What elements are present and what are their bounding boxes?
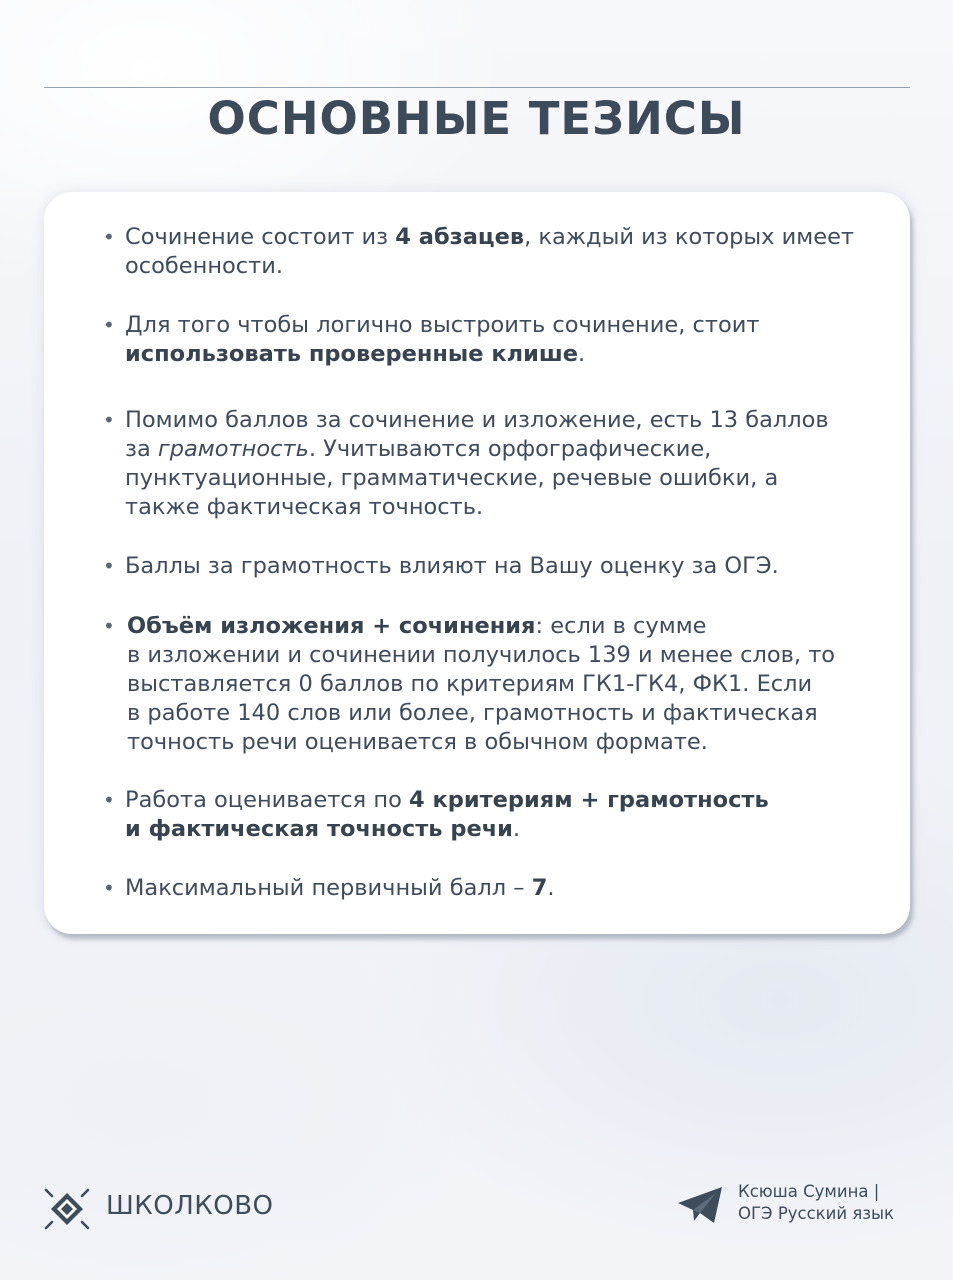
text-run: Баллы за грамотность влияют на Вашу оценку за ОГЭ.	[125, 553, 779, 579]
text-run: за	[125, 436, 158, 462]
thesis-text	[127, 612, 887, 757]
text-run: в работе 140 слов или более, грамотность и фактическая	[127, 700, 818, 726]
text-line	[127, 641, 887, 670]
author-name: Ксюша Сумина |	[738, 1182, 880, 1201]
text-run: Сочинение состоит из	[125, 224, 396, 250]
text-run: пунктуационные, грамматические, речевые ошибки, а	[125, 465, 779, 491]
bullet: •	[103, 788, 115, 812]
bullet: •	[103, 313, 115, 337]
thesis-text	[125, 552, 885, 581]
bullet: •	[103, 554, 115, 578]
italic-text: грамотность	[157, 436, 309, 462]
thesis-text	[125, 223, 885, 281]
text-line	[125, 435, 885, 464]
text-line	[127, 612, 887, 641]
text-line	[125, 786, 885, 815]
course-name: ОГЭ Русский язык	[738, 1204, 895, 1223]
text-run: .	[547, 875, 555, 901]
text-run: в изложении и сочинении получилось 139 и менее слов, то	[127, 642, 836, 668]
text-run: Помимо баллов за сочинение и изложение, есть 13 баллов	[125, 407, 829, 433]
text-line	[125, 340, 885, 369]
text-line	[125, 406, 885, 435]
text-line	[125, 493, 885, 522]
text-run: Для того чтобы логично выстроить сочинение, стоит	[125, 312, 760, 338]
bold-text: использовать проверенные клише	[125, 341, 579, 367]
telegram-icon	[676, 1185, 724, 1225]
text-line	[127, 728, 887, 757]
bold-text: и фактическая точность речи	[125, 816, 513, 842]
thesis-text	[125, 406, 885, 522]
text-line	[125, 252, 885, 281]
text-run: Максимальный первичный балл –	[125, 875, 532, 901]
text-run: особенности.	[125, 253, 284, 279]
text-line	[125, 223, 885, 252]
text-line	[125, 874, 885, 903]
text-line	[127, 670, 887, 699]
text-run: Работа оценивается по	[125, 787, 409, 813]
bullet: •	[103, 225, 115, 249]
bold-text: Объём изложения + сочинения	[127, 613, 536, 639]
bold-text: 7	[531, 875, 548, 901]
top-divider	[44, 87, 910, 88]
page-title: ОСНОВНЫЕ ТЕЗИСЫ	[207, 92, 746, 145]
theses-card	[44, 192, 910, 934]
bullet: •	[103, 876, 115, 900]
text-run: выставляется 0 баллов по критериям ГК1-ГК4, ФК1. Если	[127, 671, 813, 697]
bold-text: 4 критериям + грамотность	[409, 787, 769, 813]
thesis-text	[125, 874, 885, 903]
text-run: также фактическая точность.	[125, 494, 484, 520]
text-line	[125, 311, 885, 340]
bullet: •	[103, 614, 115, 638]
text-run: , каждый из которых имеет	[524, 224, 855, 250]
bullet: •	[103, 408, 115, 432]
text-line	[125, 464, 885, 493]
text-line	[125, 815, 885, 844]
bold-text: 4 абзацев	[395, 224, 525, 250]
thesis-text	[125, 311, 885, 369]
thesis-text	[125, 786, 885, 844]
text-run: : если в сумме	[535, 613, 707, 639]
author-info	[738, 1181, 938, 1225]
text-run: .	[512, 816, 521, 842]
text-line	[125, 552, 885, 581]
text-run: .	[578, 341, 586, 367]
shkolkovo-logo-icon	[40, 1184, 94, 1234]
brand-name: ШКОЛКОВО	[106, 1191, 274, 1221]
text-line	[127, 699, 887, 728]
text-run: точность речи оценивается в обычном формате.	[127, 729, 708, 755]
text-run: . Учитываются орфографические,	[308, 436, 712, 462]
